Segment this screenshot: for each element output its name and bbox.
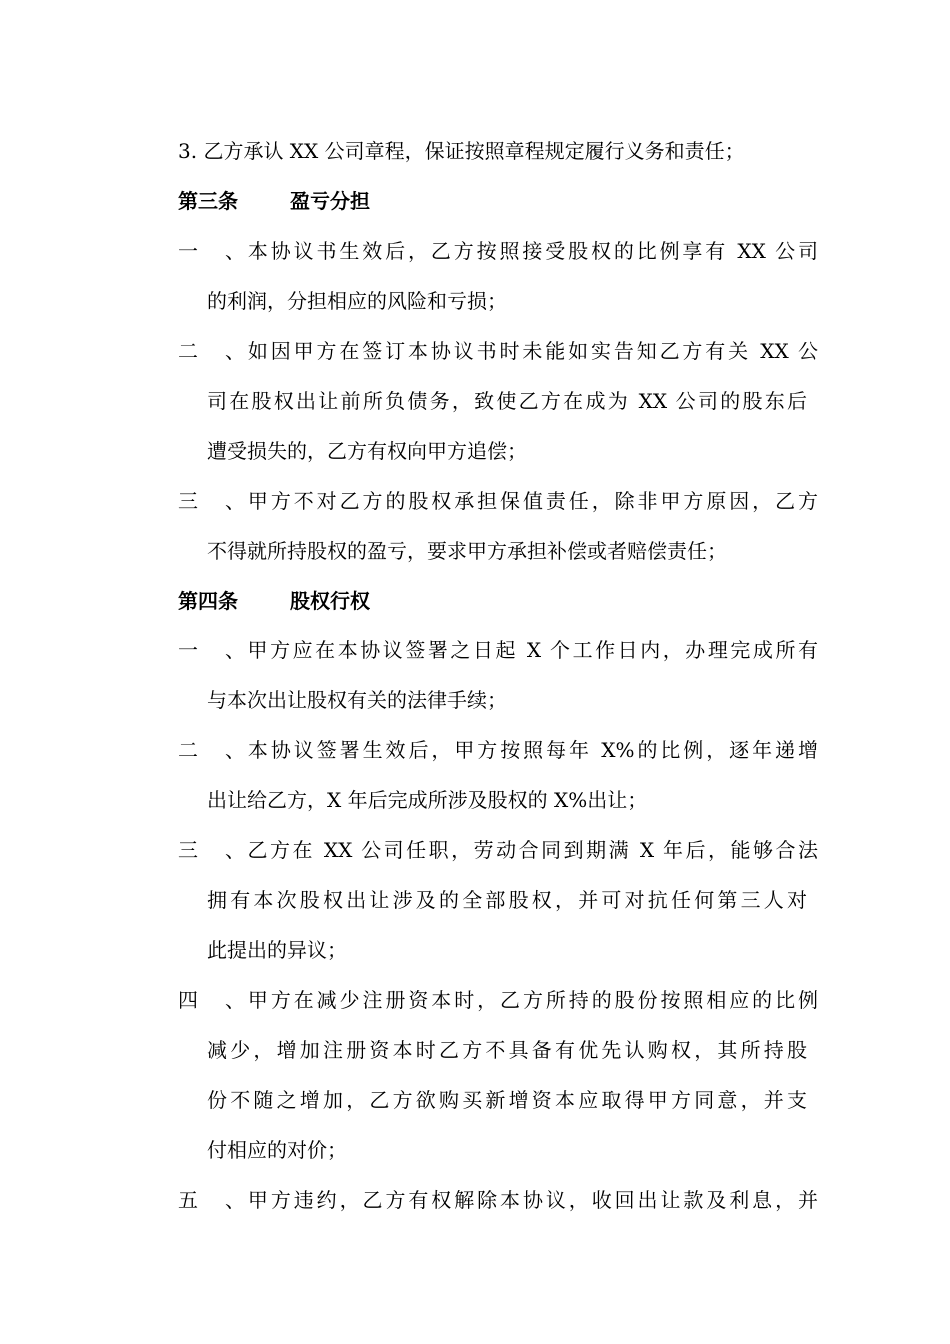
article-3-item-2-cont <box>207 389 807 413</box>
article-3-item-1 <box>178 239 818 263</box>
line-text: 本协议签署生效后，甲方按照每年 X%的比例，逐年递增 <box>245 738 818 762</box>
line-text: 司在股权出让前所负债务，致使乙方在成为 XX 公司的股东后 <box>207 389 807 413</box>
article-title: 盈亏分担 <box>290 189 370 213</box>
article-4-item-1-cont <box>207 688 807 712</box>
item-number: 二、 <box>178 738 245 762</box>
line-text: 不得就所持股权的盈亏，要求甲方承担补偿或者赔偿责任； <box>207 539 727 563</box>
line-text: 拥有本次股权出让涉及的全部股权，并可对抗任何第三人对 <box>207 888 807 912</box>
article-3-item-3-cont <box>207 539 807 563</box>
article-4-item-2 <box>178 738 818 762</box>
line-text: 出让给乙方，X 年后完成所涉及股权的 X%出让； <box>207 788 648 812</box>
article-3-item-3 <box>178 489 818 513</box>
article-4-item-4-cont <box>207 1088 807 1112</box>
article-title: 股权行权 <box>290 589 370 613</box>
line-text: 乙方在 XX 公司任职，劳动合同到期满 X 年后，能够合法 <box>245 838 818 862</box>
article-4-item-4-cont <box>207 1038 807 1062</box>
line-text: 甲方应在本协议签署之日起 X 个工作日内，办理完成所有 <box>245 638 818 662</box>
article-4-item-5 <box>178 1188 818 1212</box>
item-number: 一、 <box>178 638 245 662</box>
article-4-item-4-cont <box>207 1138 807 1162</box>
article-3-item-2-cont <box>207 439 807 463</box>
line-text: 减少，增加注册资本时乙方不具备有优先认购权，其所持股 <box>207 1038 807 1062</box>
article-3-heading <box>178 189 818 213</box>
line-text: 3. 乙方承认 XX 公司章程，保证按照章程规定履行义务和责任； <box>178 139 745 163</box>
line-text: 甲方不对乙方的股权承担保值责任，除非甲方原因，乙方 <box>245 489 818 513</box>
article-4-item-3 <box>178 838 818 862</box>
article-3-item-2 <box>178 339 818 363</box>
article-4-heading <box>178 589 818 613</box>
line-text: 本协议书生效后，乙方按照接受股权的比例享有 XX 公司 <box>245 239 818 263</box>
article-number: 第四条 <box>178 589 238 613</box>
line-text: 甲方在减少注册资本时，乙方所持的股份按照相应的比例 <box>245 988 818 1012</box>
article-4-item-4 <box>178 988 818 1012</box>
article-number: 第三条 <box>178 189 238 213</box>
item-number: 五、 <box>178 1188 245 1212</box>
clause-2-item-3 <box>178 139 818 163</box>
article-4-item-3-cont <box>207 888 807 912</box>
line-text: 与本次出让股权有关的法律手续； <box>207 688 507 712</box>
line-text: 付相应的对价； <box>207 1138 347 1162</box>
line-text: 此提出的异议； <box>207 938 347 962</box>
line-text: 的利润，分担相应的风险和亏损； <box>207 289 507 313</box>
line-text: 遭受损失的，乙方有权向甲方追偿； <box>207 439 527 463</box>
item-number: 三、 <box>178 838 245 862</box>
item-number: 四、 <box>178 988 245 1012</box>
item-number: 二、 <box>178 339 245 363</box>
line-text: 如因甲方在签订本协议书时未能如实告知乙方有关 XX 公 <box>245 339 818 363</box>
item-number: 一、 <box>178 239 245 263</box>
article-4-item-1 <box>178 638 818 662</box>
line-text: 份不随之增加，乙方欲购买新增资本应取得甲方同意，并支 <box>207 1088 807 1112</box>
line-text: 甲方违约，乙方有权解除本协议，收回出让款及利息，并 <box>245 1188 818 1212</box>
item-number: 三、 <box>178 489 245 513</box>
article-3-item-1-cont <box>207 289 807 313</box>
article-4-item-3-cont <box>207 938 807 962</box>
article-4-item-2-cont <box>207 788 807 812</box>
